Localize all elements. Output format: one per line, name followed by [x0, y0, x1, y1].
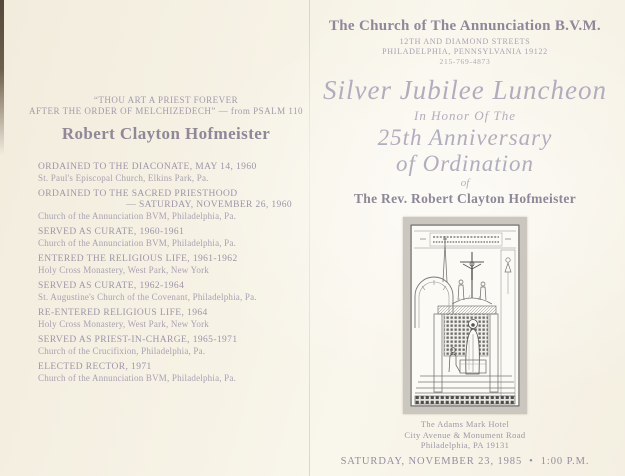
timeline-entry	[38, 189, 300, 222]
program-right-page	[315, 0, 615, 476]
entry-detail: Church of the Annunciation BVM, Philadelphia, Pa.	[38, 211, 237, 221]
timeline-entry	[38, 254, 300, 276]
invitation-header	[315, 18, 615, 207]
crucifixion-woodcut-svg	[410, 224, 520, 407]
timeline-entry	[38, 162, 300, 184]
entry-title: ENTERED THE RELIGIOUS LIFE, 1961-1962	[38, 254, 238, 264]
entry-title-continuation: — SATURDAY, NOVEMBER 26, 1960	[126, 200, 292, 210]
timeline-entry	[38, 281, 300, 303]
entry-detail: St. Paul's Episcopal Church, Elkins Park, Pa.	[38, 173, 209, 183]
entry-title: RE-ENTERED RELIGIOUS LIFE, 1964	[38, 308, 208, 318]
timeline-entry	[38, 335, 300, 357]
entry-title: ELECTED RECTOR, 1971	[38, 362, 152, 372]
honoree-name-heading: Robert Clayton Hofmeister	[61, 124, 271, 143]
event-datetime: SATURDAY, NOVEMBER 23, 1985 • 1:00 P.M.	[340, 455, 590, 467]
entry-detail: Church of the Annunciation BVM, Philadelphia, Pa.	[38, 238, 237, 248]
event-title: Silver Jubilee Luncheon	[323, 75, 607, 105]
entry-title: SERVED AS CURATE, 1962-1964	[38, 281, 185, 291]
event-subtitle-3: of Ordination	[395, 151, 535, 176]
entry-detail: St. Augustine's Church of the Covenant, Philadelphia, Pa.	[38, 292, 257, 302]
entry-title: SERVED AS PRIEST-IN-CHARGE, 1965-1971	[38, 335, 238, 345]
timeline-entry	[38, 362, 300, 384]
venue-street: City Avenue & Monument Road	[404, 429, 526, 440]
timeline-entry	[38, 227, 300, 249]
entry-title: SERVED AS CURATE, 1960-1961	[38, 227, 185, 237]
event-subtitle-of: of	[460, 177, 470, 189]
crucifixion-altar-woodcut-icon	[410, 224, 520, 407]
entry-detail: Church of the Annunciation BVM, Philadelphia, Pa.	[38, 373, 237, 383]
quote-line-1: “THOU ART A PRIEST FOREVER	[93, 95, 239, 105]
church-phone: 215-769-4873	[439, 57, 491, 66]
entry-title: ORDAINED TO THE SACRED PRIESTHOOD	[38, 189, 238, 199]
venue-block	[315, 419, 615, 467]
entry-title: ORDAINED TO THE DIACONATE, MAY 14, 1960	[38, 162, 257, 172]
entry-detail: Holy Cross Monastery, West Park, New York	[38, 265, 209, 275]
program-left-page	[22, 0, 310, 476]
church-name: The Church of The Annunciation B.V.M.	[328, 18, 601, 34]
ordination-timeline	[38, 162, 300, 389]
venue-city: Philadelphia, PA 19131	[420, 440, 510, 450]
woodcut-illustration-panel	[403, 217, 527, 414]
church-address-line-1: 12TH AND DIAMOND STREETS	[399, 37, 531, 46]
venue-name: The Adams Mark Hotel	[420, 419, 510, 429]
scan-edge-shadow	[0, 0, 4, 155]
honoree-name: The Rev. Robert Clayton Hofmeister	[353, 191, 577, 206]
church-address-line-2: PHILADELPHIA, PENNSYLVANIA 19122	[382, 47, 548, 56]
event-subtitle-2: 25th Anniversary	[377, 125, 553, 150]
entry-detail: Holy Cross Monastery, West Park, New York	[38, 319, 209, 329]
quote-line-2: AFTER THE ORDER OF MELCHIZEDECH” — from PSALM 110	[29, 106, 303, 116]
timeline-entry	[38, 308, 300, 330]
entry-detail: Church of the Crucifixion, Philadelphia, Pa.	[38, 346, 206, 356]
event-subtitle-1: In Honor Of The	[413, 108, 517, 123]
scripture-quote	[22, 95, 310, 117]
